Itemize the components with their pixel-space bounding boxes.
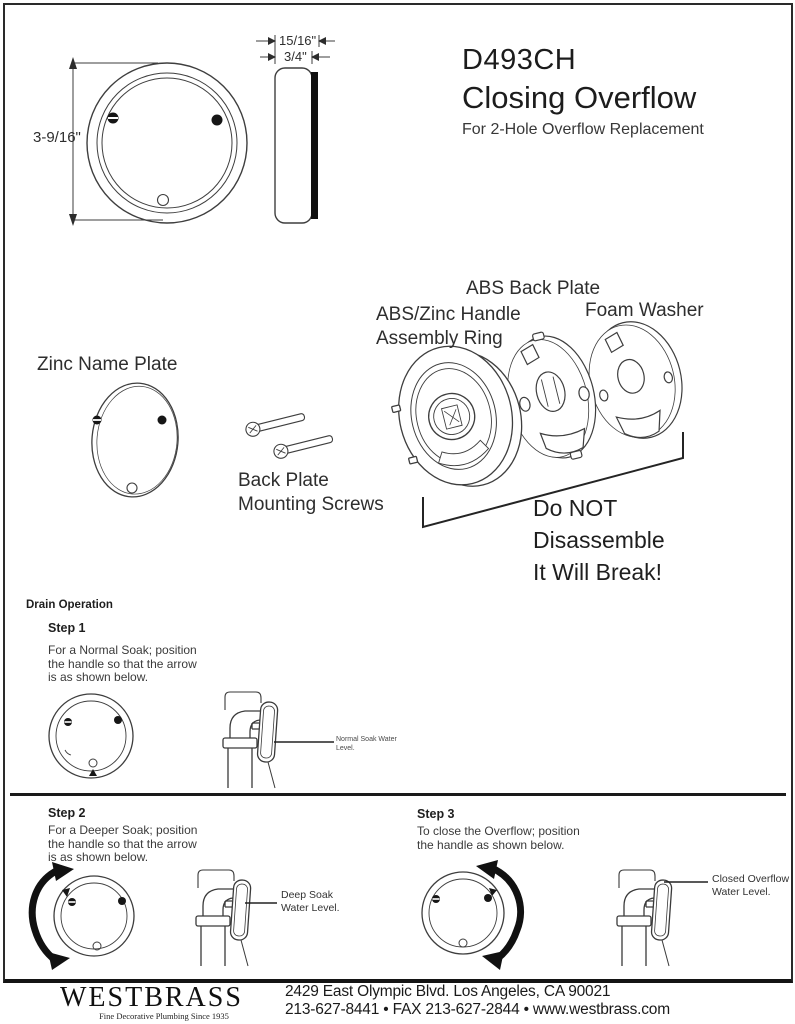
section-divider — [10, 793, 786, 796]
footer-contact: 213-627-8441 • FAX 213-627-2844 • www.westbrass.com — [285, 1001, 670, 1018]
name-plate-drawing — [80, 375, 200, 510]
product-model: D493CH — [462, 44, 577, 76]
label-handle-assembly-ring: ABS/Zinc Handle Assembly Ring — [376, 304, 521, 349]
label-mounting-screws: Back Plate Mounting Screws — [238, 470, 384, 515]
dim-plate-depth-label: 3/4" — [284, 49, 307, 64]
step-3-label: Step 3 — [417, 807, 455, 821]
screws-drawing — [238, 400, 350, 468]
dim-total-depth-label: 15/16" — [279, 33, 317, 48]
label-foam-washer: Foam Washer — [585, 300, 704, 321]
step-2-pipe-drawing — [185, 866, 310, 968]
step-1-text: For a Normal Soak; position the handle so that the arrow is as shown below. — [48, 643, 197, 684]
brand-tagline: Fine Decorative Plumbing Since 1935 — [99, 1011, 229, 1021]
step-2-callout: Deep Soak Water Level. — [281, 889, 340, 914]
step-2-label: Step 2 — [48, 806, 86, 820]
brand-logo: WESTBRASS — [60, 982, 243, 1013]
drain-operation-heading: Drain Operation — [26, 599, 113, 611]
step-3-plate-drawing — [400, 858, 540, 970]
step-3-text: To close the Overflow; position the handle as shown below. — [417, 824, 580, 852]
label-zinc-name-plate: Zinc Name Plate — [37, 354, 178, 375]
step-1-plate-drawing — [45, 690, 145, 785]
step-1-label: Step 1 — [48, 621, 86, 635]
step-2-text: For a Deeper Soak; position the handle so that the arrow is as shown below. — [48, 823, 198, 864]
dim-diameter-label: 3-9/16" — [33, 129, 81, 146]
footer-address: 2429 East Olympic Blvd. Los Angeles, CA 90021 — [285, 983, 611, 1000]
product-name: Closing Overflow — [462, 80, 697, 115]
warning-text: Do NOT Disassemble It Will Break! — [533, 495, 665, 585]
title-block — [462, 44, 704, 139]
product-subtitle: For 2-Hole Overflow Replacement — [462, 121, 704, 138]
step-3-callout: Closed Overflow Water Level. — [712, 873, 790, 898]
step-1-pipe-drawing — [212, 688, 337, 790]
step-1-callout: Normal Soak Water Level. — [336, 736, 397, 752]
step-2-plate-drawing — [24, 862, 154, 970]
label-abs-back-plate: ABS Back Plate — [466, 278, 601, 299]
